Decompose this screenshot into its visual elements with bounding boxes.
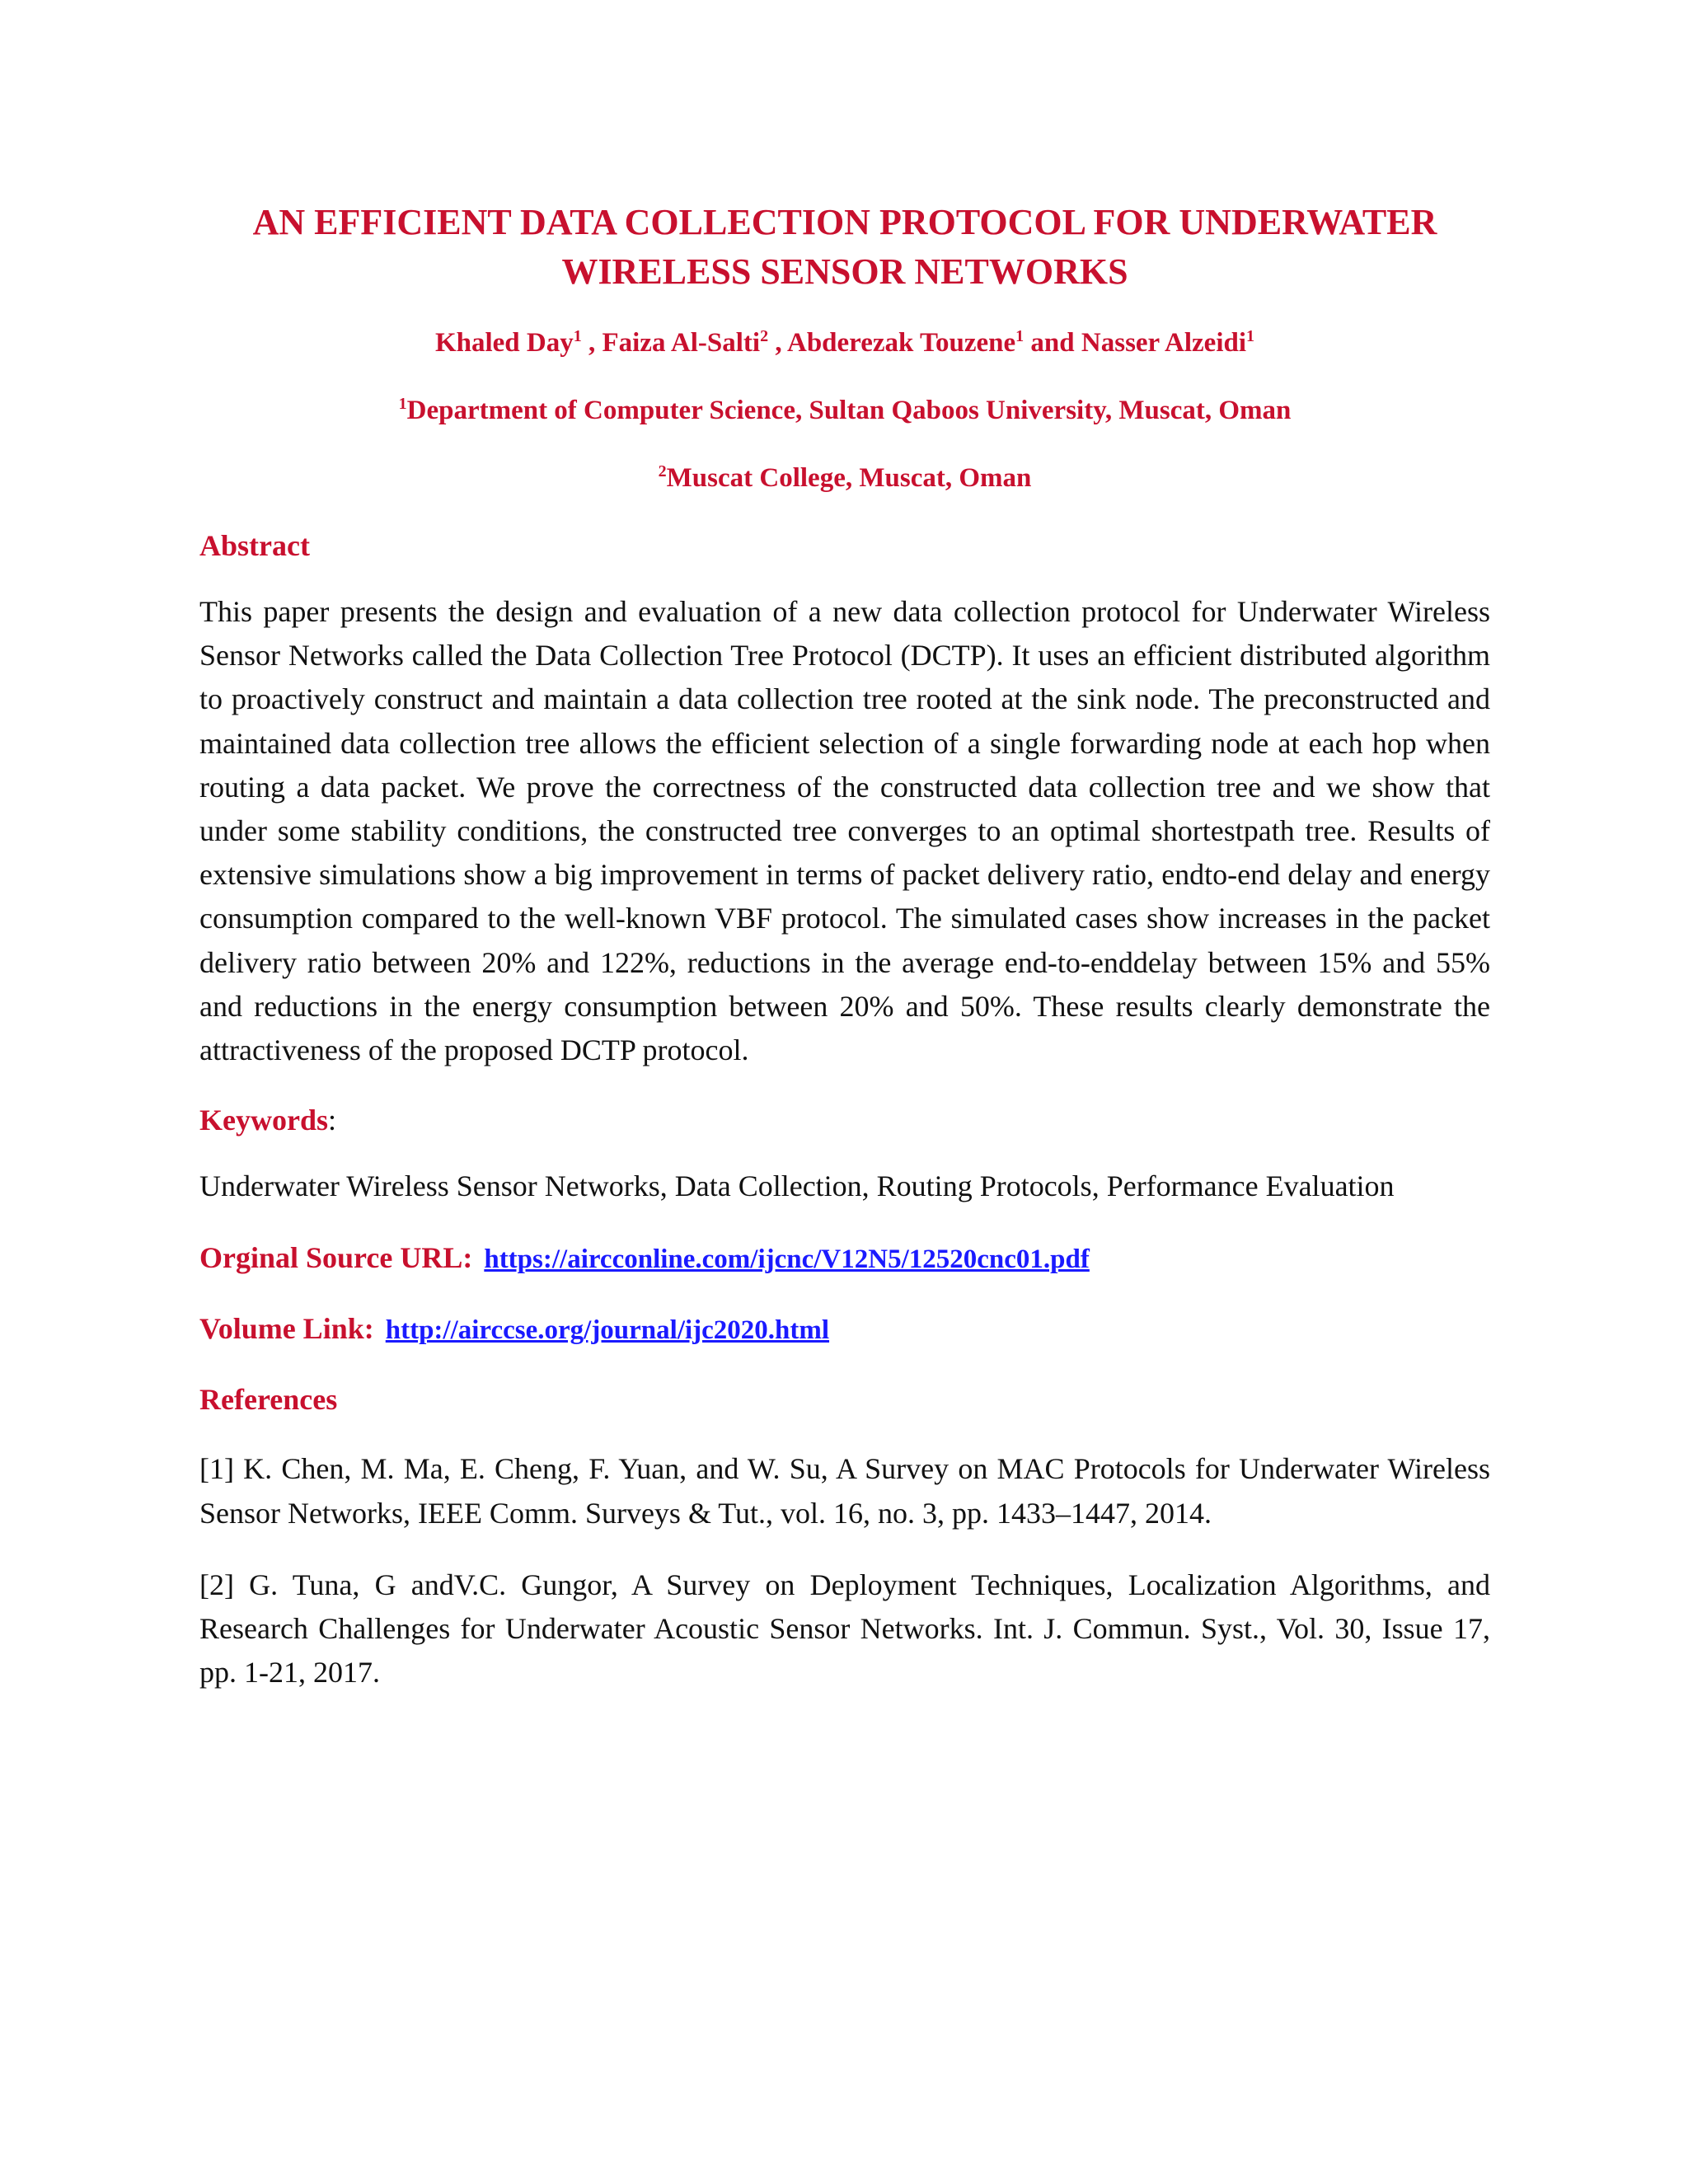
affiliation-1 xyxy=(199,392,1490,429)
author-name: Faiza Al-Salti xyxy=(602,328,761,358)
author-name: Khaled Day xyxy=(434,328,574,358)
author-separator: , xyxy=(768,328,787,358)
keywords-heading-colon: : xyxy=(328,1104,337,1137)
affiliation-text: Muscat College, Muscat, Oman xyxy=(666,463,1032,493)
author-affiliation-mark: 1 xyxy=(573,327,582,345)
reference-item: [1] K. Chen, M. Ma, E. Cheng, F. Yuan, and W. Su, A Survey on MAC Protocols for Underwater Wireless Sensor Networks, IEEE Comm. Surveys & Tut., vol. 16, no. 3, pp. 1433–1447, 2014. xyxy=(199,1452,1490,1530)
reference-item: [2] G. Tuna, G andV.C. Gungor, A Survey on Deployment Techniques, Localization Algorithms, and Research Challenges for Underwater Acoustic Sensor Networks. Int. J. Commun. Syst., Vol. 30, Issue 17, pp. 1-21, 2017. xyxy=(199,1568,1490,1690)
volume-link-label: Volume Link: xyxy=(199,1312,374,1346)
source-url-line xyxy=(199,1238,1490,1279)
document-content xyxy=(199,198,1490,1694)
keywords-heading-label: Keywords xyxy=(199,1104,328,1137)
affiliation-mark: 2 xyxy=(658,462,667,480)
paper-title-line-1: AN EFFICIENT DATA COLLECTION PROTOCOL FOR UNDERWATER xyxy=(252,202,1437,242)
abstract-text: This paper presents the design and evaluation of a new data collection protocol for Underwater Wireless Sensor Networks called the Data Collection Tree Protocol (DCTP). It uses an efficient distributed algorithm to proactively construct and maintain a data collection tree rooted at the sink node. The preconstructed and maintained data collection tree allows the efficient selection of a single forwarding node at each hop when routing a data packet. We prove the correctness of the constructed data collection tree and we show that under some stability conditions, the constructed tree converges to an optimal shortestpath tree. Results of extensive simulations show a big improvement in terms of packet delivery ratio, endto-end delay and energy consumption compared to the well-known VBF protocol. The simulated cases show increases in the packet delivery ratio between 20% and 122%, reductions in the average end-to-enddelay between 15% and 55% and reductions in the energy consumption between 20% and 50%. These results clearly demonstrate the attractiveness of the proposed DCTP protocol. xyxy=(199,595,1490,1067)
author-name: Abderezak Touzene xyxy=(787,328,1016,358)
keywords-text: Underwater Wireless Sensor Networks, Data Collection, Routing Protocols, Performance Evaluation xyxy=(199,1169,1395,1203)
author-name: Nasser Alzeidi xyxy=(1081,328,1247,358)
affiliation-text: Department of Computer Science, Sultan Qaboos University, Muscat, Oman xyxy=(406,396,1292,425)
author-affiliation-mark: 1 xyxy=(1015,327,1025,345)
author-affiliation-mark: 2 xyxy=(760,327,769,345)
references-heading: References xyxy=(199,1383,338,1417)
author-separator: , xyxy=(581,328,603,358)
abstract-heading: Abstract xyxy=(199,529,310,562)
author-affiliation-mark: 1 xyxy=(1246,327,1255,345)
paper-title-line-2: WIRELESS SENSOR NETWORKS xyxy=(561,251,1128,292)
affiliation-mark: 1 xyxy=(398,395,407,413)
author-separator: and xyxy=(1024,328,1081,358)
source-url-link[interactable]: https://aircconline.com/ijcnc/V12N5/12520cnc01.pdf xyxy=(484,1244,1090,1275)
keywords-heading xyxy=(199,1100,1490,1140)
source-url-label: Orginal Source URL: xyxy=(199,1241,473,1275)
affiliation-2 xyxy=(199,460,1490,496)
volume-link[interactable]: http://airccse.org/journal/ijc2020.html xyxy=(385,1315,830,1346)
volume-link-line xyxy=(199,1309,1490,1350)
author-list xyxy=(199,325,1490,361)
paper-title xyxy=(199,198,1490,297)
